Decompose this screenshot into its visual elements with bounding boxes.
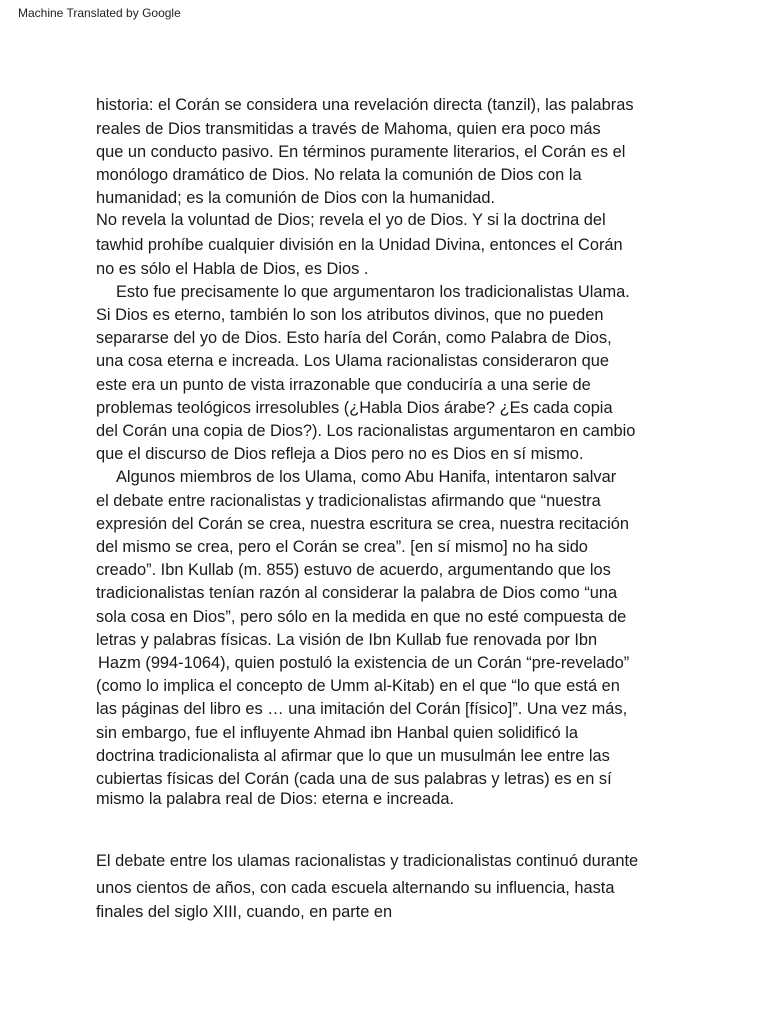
text-line: las páginas del libro es … una imitación del Corán [físico]”. Una vez más, (96, 700, 628, 718)
text-line: sin embargo, fue el influyente Ahmad ibn Hanbal quien solidificó la (96, 724, 579, 742)
text-line: Algunos miembros de los Ulama, como Abu Hanifa, intentaron salvar (116, 468, 617, 486)
text-line: El debate entre los ulamas racionalistas y tradicionalistas continuó durante (96, 852, 639, 870)
text-line: problemas teológicos irresolubles (¿Habla Dios árabe? ¿Es cada copia (96, 399, 613, 417)
text-line: unos cientos de años, con cada escuela alternando su influencia, hasta (96, 879, 615, 897)
text-line: humanidad; es la comunión de Dios con la humanidad. (96, 189, 496, 207)
text-line: letras y palabras físicas. La visión de Ibn Kullab fue renovada por Ibn (96, 631, 598, 649)
text-line: que un conducto pasivo. En términos puramente literarios, el Corán es el (96, 143, 626, 161)
text-line: reales de Dios transmitidas a través de Mahoma, quien era poco más (96, 120, 601, 138)
text-line: del Corán una copia de Dios?). Los racionalistas argumentaron en cambio (96, 422, 636, 440)
machine-translation-banner: Machine Translated by Google (18, 6, 181, 20)
text-line: este era un punto de vista irrazonable que conduciría a una serie de (96, 376, 591, 394)
text-line: (como lo implica el concepto de Umm al-Kitab) en el que “lo que está en (96, 677, 620, 695)
text-line: no es sólo el Habla de Dios, es Dios . (96, 260, 369, 278)
text-line: Hazm (994-1064), quien postuló la existencia de un Corán “pre-revelado” (98, 654, 630, 672)
text-line: sola cosa en Dios”, pero sólo en la medida en que no esté compuesta de (96, 608, 627, 626)
text-line: mismo la palabra real de Dios: eterna e increada. (96, 790, 455, 808)
text-line: Si Dios es eterno, también lo son los atributos divinos, que no pueden (96, 306, 604, 324)
text-line: No revela la voluntad de Dios; revela el yo de Dios. Y si la doctrina del (96, 211, 606, 229)
text-line: tradicionalistas tenían razón al considerar la palabra de Dios como “una (96, 584, 618, 602)
text-line: historia: el Corán se considera una revelación directa (tanzil), las palabras (96, 96, 634, 114)
text-line: creado”. Ibn Kullab (m. 855) estuvo de acuerdo, argumentando que los (96, 561, 611, 579)
text-line: del mismo se crea, pero el Corán se crea”. [en sí mismo] no ha sido (96, 538, 588, 556)
text-line: una cosa eterna e increada. Los Ulama racionalistas consideraron que (96, 352, 609, 370)
text-line: Esto fue precisamente lo que argumentaron los tradicionalistas Ulama. (116, 283, 630, 301)
text-line: separarse del yo de Dios. Esto haría del Corán, como Palabra de Dios, (96, 329, 612, 347)
text-line: expresión del Corán se crea, nuestra escritura se crea, nuestra recitación (96, 515, 629, 533)
text-line: monólogo dramático de Dios. No relata la comunión de Dios con la (96, 166, 582, 184)
text-line: cubiertas físicas del Corán (cada una de sus palabras y letras) es en sí (96, 770, 612, 788)
text-line: doctrina tradicionalista al afirmar que lo que un musulmán lee entre las (96, 747, 610, 765)
text-line: finales del siglo XIII, cuando, en parte en (96, 903, 393, 921)
text-line: que el discurso de Dios refleja a Dios pero no es Dios en sí mismo. (96, 445, 584, 463)
text-line: el debate entre racionalistas y tradicionalistas afirmando que “nuestra (96, 492, 601, 510)
text-line: tawhid prohíbe cualquier división en la Unidad Divina, entonces el Corán (96, 236, 623, 254)
